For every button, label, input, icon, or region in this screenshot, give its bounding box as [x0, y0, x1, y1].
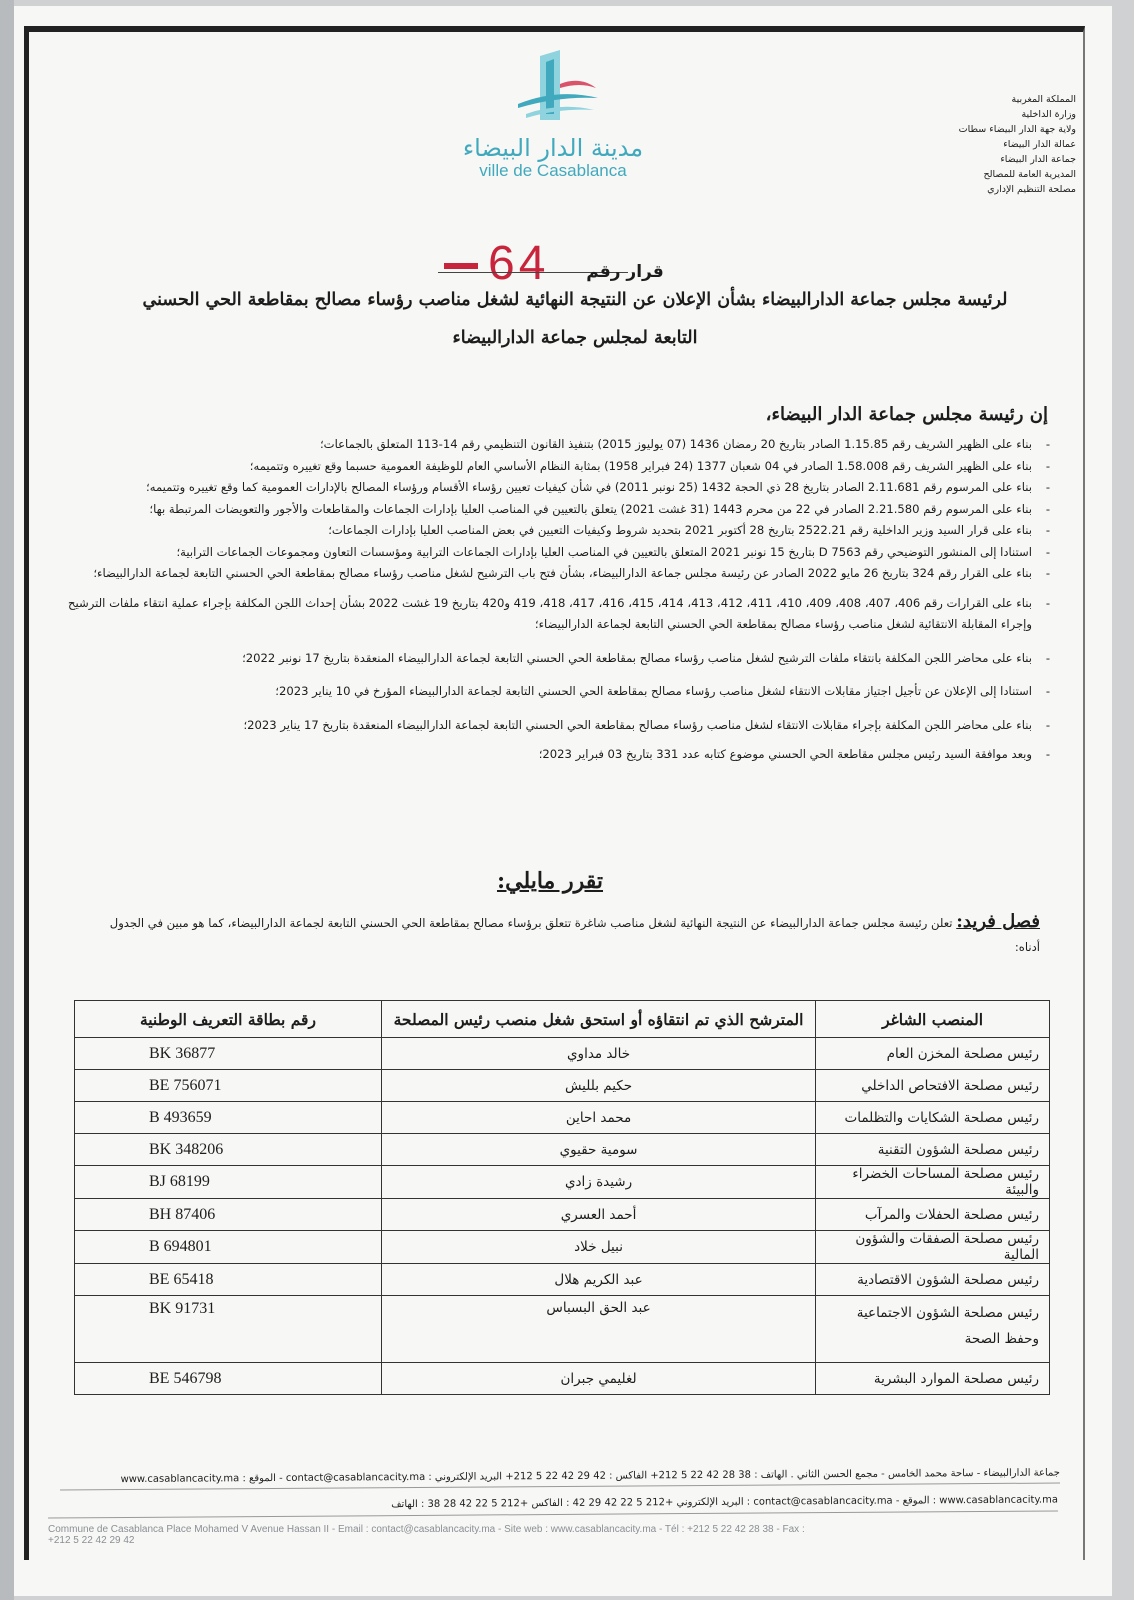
- decision-number-stamp: [444, 236, 564, 291]
- decision-label: قرار رقم: [586, 262, 664, 282]
- legal-clause: - استنادا إلى المنشور التوضيحي رقم D 7563 بتاريخ 15 نونبر 2021 المتعلق بالتعيين في المناصب العليا بإدارات الجماعات الترابية ومؤسسات التعاون ومجموعات الجماعات الترابية؛: [60, 542, 1050, 564]
- table-row: [75, 1070, 1050, 1102]
- legal-clause: - وبعد موافقة السيد رئيس مجلس مقاطعة الحي الحسني موضوع كتابه عدد 331 بتاريخ 03 فبراير 2023؛: [60, 744, 1050, 766]
- cell-candidate: سومية حقيوي: [381, 1134, 815, 1166]
- admin-line: مصلحة التنظيم الإداري: [987, 184, 1076, 195]
- cell-cin: BJ 68199: [75, 1166, 382, 1199]
- legal-clause: - بناء على المرسوم رقم 2.11.681 الصادر بتاريخ 28 ذي الحجة 1432 (25 نونبر 2011) في شأن كيفيات تعيين رؤساء الأقسام ورؤساء المصالح بالإدارات العمومية كما وقع تغييره وتتميمه؛: [60, 477, 1050, 499]
- decision-number: 64: [488, 237, 550, 290]
- admin-line: وزارة الداخلية: [1021, 109, 1076, 120]
- header-candidate: المترشح الذي تم انتقاؤه أو استحق شغل منصب رئيس المصلحة: [381, 1001, 815, 1038]
- cell-post: رئيس مصلحة الافتحاص الداخلي: [816, 1070, 1050, 1102]
- logo-arabic-text: مدينة الدار البيضاء: [462, 134, 644, 162]
- single-article: [96, 910, 1040, 959]
- admin-line: ولاية جهة الدار البيضاء سطات: [958, 124, 1076, 135]
- cell-cin: BE 546798: [75, 1363, 382, 1395]
- admin-line: المملكة المغربية: [1011, 94, 1076, 105]
- cell-post: رئيس مصلحة الشؤون التقنية: [816, 1134, 1050, 1166]
- legal-clause: - بناء على الظهير الشريف رقم 1.15.85 الصادر بتاريخ 20 رمضان 1436 (07 يوليوز 2015) بتنفيذ القانون التنظيمي رقم 14-113 المتعلق بالجماعات؛: [60, 434, 1050, 456]
- cell-cin: BH 87406: [75, 1199, 382, 1231]
- casablanca-logo: [448, 48, 658, 198]
- table-row: [75, 1264, 1050, 1296]
- cell-candidate: خالد مداوي: [381, 1038, 815, 1070]
- header-post: المنصب الشاغر: [816, 1001, 1050, 1038]
- decision-title-line2: التابعة لمجلس جماعة الدارالبيضاء: [452, 328, 698, 348]
- header-cin: رقم بطاقة التعريف الوطنية: [75, 1001, 382, 1038]
- cell-cin: BE 65418: [75, 1264, 382, 1296]
- legal-basis-list: [60, 434, 1050, 766]
- legal-clause: - بناء على محاضر اللجن المكلفة بانتقاء ملفات الترشيح لشغل مناصب رؤساء مصالح بمقاطعة الحي الحسني التابعة لجماعة الدارالبيضاء المنعقدة بتاريخ 17 نونبر 2022؛: [60, 648, 1050, 670]
- cell-candidate: لغليمي جبران: [381, 1363, 815, 1395]
- legal-clause: - بناء على القرارات رقم 406، 407، 408، 409، 410، 411، 412، 413، 414، 415، 416، 417، 418، 419 و420 بتاريخ 19 غشت 2022 بشأن إحداث اللجن المكلفة بإجراء عملية انتقاء ملفات الترشيح وإجراء المقابلة الانتقائية لشغل مناصب رؤساء مصالح بمقاطعة الحي الحسني التابعة لجماعة الدارالبيضاء؛: [60, 593, 1050, 636]
- cell-candidate: عبد الحق البسباس: [381, 1296, 815, 1363]
- logo-french-text: ville de Casablanca: [479, 161, 627, 180]
- cell-post: رئيس مصلحة الحفلات والمرآب: [816, 1199, 1050, 1231]
- cell-post: رئيس مصلحة الشؤون الاقتصادية: [816, 1264, 1050, 1296]
- legal-clause: - بناء على القرار رقم 324 بتاريخ 26 مايو 2022 الصادر عن رئيسة مجلس جماعة الدارالبيضاء، بشأن فتح باب الترشيح لشغل مناصب رؤساء مصالح بمقاطعة الحي الحسني التابعة لجماعة الدارالبيضاء؛: [60, 563, 1050, 585]
- casablanca-emblem-icon: [498, 48, 608, 134]
- decision-number-dash: [444, 263, 478, 269]
- cell-post: رئيس مصلحة المساحات الخضراء والبيئة: [816, 1166, 1050, 1199]
- table-row: [75, 1102, 1050, 1134]
- table-row: [75, 1231, 1050, 1264]
- legal-clause: - بناء على قرار السيد وزير الداخلية رقم 2522.21 بتاريخ 28 أكتوبر 2021 بتحديد شروط وكيفيات التعيين في بعض المناصب العليا بإدارات الجماعات؛: [60, 520, 1050, 542]
- cell-post: رئيس مصلحة الشؤون الاجتماعية وحفظ الصحة: [816, 1296, 1050, 1363]
- article-label: فصل فريد:: [956, 911, 1040, 932]
- cell-candidate: نبيل خلاد: [381, 1231, 815, 1264]
- decides-heading: تقرر مايلي:: [496, 868, 604, 894]
- cell-cin: BE 756071: [75, 1070, 382, 1102]
- legal-clause: - بناء على المرسوم رقم 2.21.580 الصادر في 22 من محرم 1443 (31 غشت 2021) يتعلق بالتعيين في المناصب العليا بإدارات الجماعات والمقاطعات والأجور والتعويضات المرتبطة بها؛: [60, 499, 1050, 521]
- decision-title-line1: لرئيسة مجلس جماعة الدارالبيضاء بشأن الإعلان عن النتيجة النهائية لشغل مناصب رؤساء مصالح بمقاطعة الحي الحسني: [142, 290, 1008, 310]
- cell-post: رئيس مصلحة المخزن العام: [816, 1038, 1050, 1070]
- cell-cin: BK 36877: [75, 1038, 382, 1070]
- cell-post: رئيس مصلحة الشكايات والتظلمات: [816, 1102, 1050, 1134]
- table-row: [75, 1134, 1050, 1166]
- admin-line: المديرية العامة للمصالح: [983, 169, 1076, 180]
- results-table: [74, 1000, 1050, 1395]
- page-edge-shadow: [0, 0, 14, 1600]
- legal-clause: - بناء على الظهير الشريف رقم 1.58.008 الصادر في 04 شعبان 1377 (24 فبراير 1958) بمثابة النظام الأساسي العام للوظيفة العمومية حسبما وقع تغييره وتتميمه؛: [60, 456, 1050, 478]
- cell-cin: B 694801: [75, 1231, 382, 1264]
- footer-address-line: جماعة الدارالبيضاء - ساحة محمد الخامس - مجمع الحسن الثاني . الهاتف : 38 28 42 22 5 212+ الفاكس : 42 29 42 22 5 212+ البريد الإلكتروني : contact@casablancacity.ma - الموقع : www.casablancacity.ma: [60, 1468, 1060, 1491]
- cell-cin: BK 348206: [75, 1134, 382, 1166]
- administrative-header: [906, 92, 1076, 197]
- cell-candidate: محمد احاين: [381, 1102, 815, 1134]
- table-row: [75, 1199, 1050, 1231]
- cell-cin: B 493659: [75, 1102, 382, 1134]
- table-row: [75, 1038, 1050, 1070]
- cell-post: رئيس مصلحة الصفقات والشؤون المالية: [816, 1231, 1050, 1264]
- legal-clause: - استنادا إلى الإعلان عن تأجيل اجتياز مقابلات الانتقاء لشغل مناصب رؤساء مصالح بمقاطعة الحي الحسني التابعة لجماعة الدارالبيضاء المؤرخ في 10 يناير 2023؛: [60, 681, 1050, 703]
- cell-post: رئيس مصلحة الموارد البشرية: [816, 1363, 1050, 1395]
- cell-cin: BK 91731: [75, 1296, 382, 1363]
- legal-clause: - بناء على محاضر اللجن المكلفة بإجراء مقابلات الانتقاء لشغل مناصب رؤساء مصالح بمقاطعة الحي الحسني التابعة لجماعة الدارالبيضاء المنعقدة بتاريخ 17 يناير 2023؛: [60, 715, 1050, 737]
- table-header-row: [75, 1001, 1050, 1038]
- cell-candidate: أحمد العسري: [381, 1199, 815, 1231]
- admin-line: جماعة الدار البيضاء: [1000, 154, 1076, 165]
- article-text: تعلن رئيسة مجلس جماعة الدارالبيضاء عن النتيجة النهائية لشغل مناصب شاغرة تتعلق برؤساء مصالح بمقاطعة الحي الحسني التابعة لجماعة الدارالبيضاء، كما هو مبين في الجدول أدناه:: [109, 916, 1040, 954]
- table-row: [75, 1166, 1050, 1199]
- cell-candidate: عبد الكريم هلال: [381, 1264, 815, 1296]
- footer-french-line: Commune de Casablanca Place Mohamed V Avenue Hassan II - Email : contact@casablancacity.ma - Site web : www.casablancacity.ma - Tél : +212 5 22 42 28 38 - Fax : +212 5 22 42 29 42: [48, 1524, 805, 1546]
- table-row: [75, 1296, 1050, 1363]
- cell-candidate: رشيدة زادي: [381, 1166, 815, 1199]
- cell-candidate: حكيم بلليش: [381, 1070, 815, 1102]
- admin-line: عمالة الدار البيضاء: [1003, 139, 1076, 150]
- table-row: [75, 1363, 1050, 1395]
- footer-contact-line: www.casablancacity.ma : الموقع - contact@casablancacity.ma : البريد الإلكتروني +212 5 22 42 29 42 : الفاكس +212 5 22 42 28 38 : الهاتف: [48, 1494, 1058, 1518]
- decision-intro: إن رئيسة مجلس جماعة الدار البيضاء،: [765, 404, 1048, 425]
